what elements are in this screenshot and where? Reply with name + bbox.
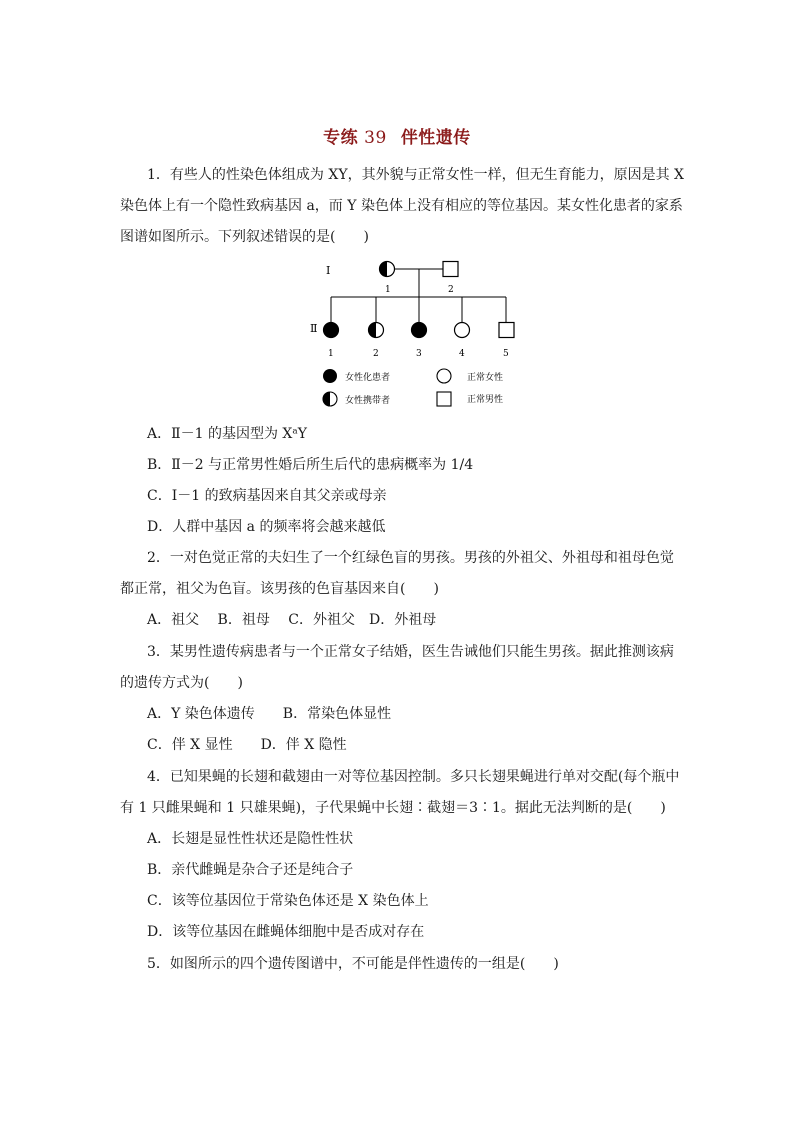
title-topic: 伴性遗传: [400, 128, 471, 148]
q3-options-row2: C．伴 X 显性 D．伴 X 隐性: [147, 737, 347, 753]
pedigree-figure: [310, 255, 520, 414]
gen2-individual-3: [412, 323, 427, 338]
q4-option-c: C．该等位基因位于常染色体还是 X 染色体上: [147, 893, 429, 909]
title-number: 39: [364, 128, 387, 148]
gen2-label: Ⅱ: [310, 322, 318, 335]
gen2-individual-2: [369, 323, 384, 338]
gen1-num-2: 2: [448, 285, 454, 295]
gen2-num-1: 1: [328, 349, 334, 359]
legend-carrier-female: 女性携带者: [345, 396, 391, 406]
q2-options: A．祖父 B．祖母 C．外祖父 D．外祖母: [147, 612, 437, 628]
q5-line1: 5．如图所示的四个遗传图谱中，不可能是伴性遗传的一组是( ): [147, 956, 559, 972]
q1-option-a: A．Ⅱ－1 的基因型为 XᵃY: [147, 426, 308, 442]
gen1-num-1: 1: [385, 285, 391, 295]
q1-option-c: C．Ⅰ－1 的致病基因来自其父亲或母亲: [147, 488, 387, 504]
gen2-individual-5: [499, 323, 514, 338]
legend-affected-female-icon: [323, 369, 337, 383]
page-title: [0, 123, 794, 148]
gen2-num-5: 5: [503, 349, 509, 359]
q4-option-b: B．亲代雌蝇是杂合子还是纯合子: [147, 862, 354, 878]
q1-line2: 染色体上有一个隐性致病基因 a，而 Y 染色体上没有相应的等位基因。某女性化患者的家系: [120, 198, 683, 214]
gen1-individual-2: [443, 262, 458, 277]
legend-affected-female: 女性化患者: [345, 373, 391, 383]
gen1-individual-1: [380, 262, 395, 277]
title-prefix: 专练: [323, 128, 359, 148]
gen2-individual-1: [324, 323, 339, 338]
legend-normal-female-icon: [437, 369, 451, 383]
q4-option-a: A．长翅是显性性状还是隐性性状: [147, 831, 354, 847]
gen2-num-3: 3: [416, 349, 422, 359]
q4-option-d: D．该等位基因在雌蝇体细胞中是否成对存在: [147, 924, 425, 940]
q4-line1: 4．已知果蝇的长翅和截翅由一对等位基因控制。多只长翅果蝇进行单对交配(每个瓶中: [147, 769, 680, 785]
q1-option-d: D．人群中基因 a 的频率将会越来越低: [147, 519, 386, 535]
q2-line1: 2．一对色觉正常的夫妇生了一个红绿色盲的男孩。男孩的外祖父、外祖母和祖母色觉: [147, 550, 674, 566]
q1-option-b: B．Ⅱ－2 与正常男性婚后所生后代的患病概率为 1/4: [147, 457, 474, 473]
q1-line1: 1．有些人的性染色体组成为 XY，其外貌与正常女性一样，但无生育能力，原因是其 X: [147, 167, 684, 183]
legend-normal-female: 正常女性: [467, 373, 504, 383]
legend-carrier-female-icon: [323, 392, 337, 406]
q2-line2: 都正常，祖父为色盲。该男孩的色盲基因来自( ): [120, 581, 439, 597]
gen2-individual-4: [455, 323, 470, 338]
gen2-num-4: 4: [459, 349, 465, 359]
q3-options-row1: A．Y 染色体遗传 B．常染色体显性: [147, 706, 392, 722]
q1-line3: 图谱如图所示。下列叙述错误的是( ): [120, 229, 369, 245]
legend-normal-male-icon: [437, 392, 451, 406]
q3-line1: 3．某男性遗传病患者与一个正常女子结婚，医生告诫他们只能生男孩。据此推测该病: [147, 644, 674, 660]
gen1-label: Ⅰ: [326, 264, 331, 277]
gen2-num-2: 2: [373, 349, 379, 359]
q4-line2: 有 1 只雌果蝇和 1 只雄果蝇)，子代果蝇中长翅∶截翅＝3∶1。据此无法判断的是( ): [120, 800, 666, 816]
q3-line2: 的遗传方式为( ): [120, 675, 243, 691]
legend-normal-male: 正常男性: [467, 395, 504, 405]
